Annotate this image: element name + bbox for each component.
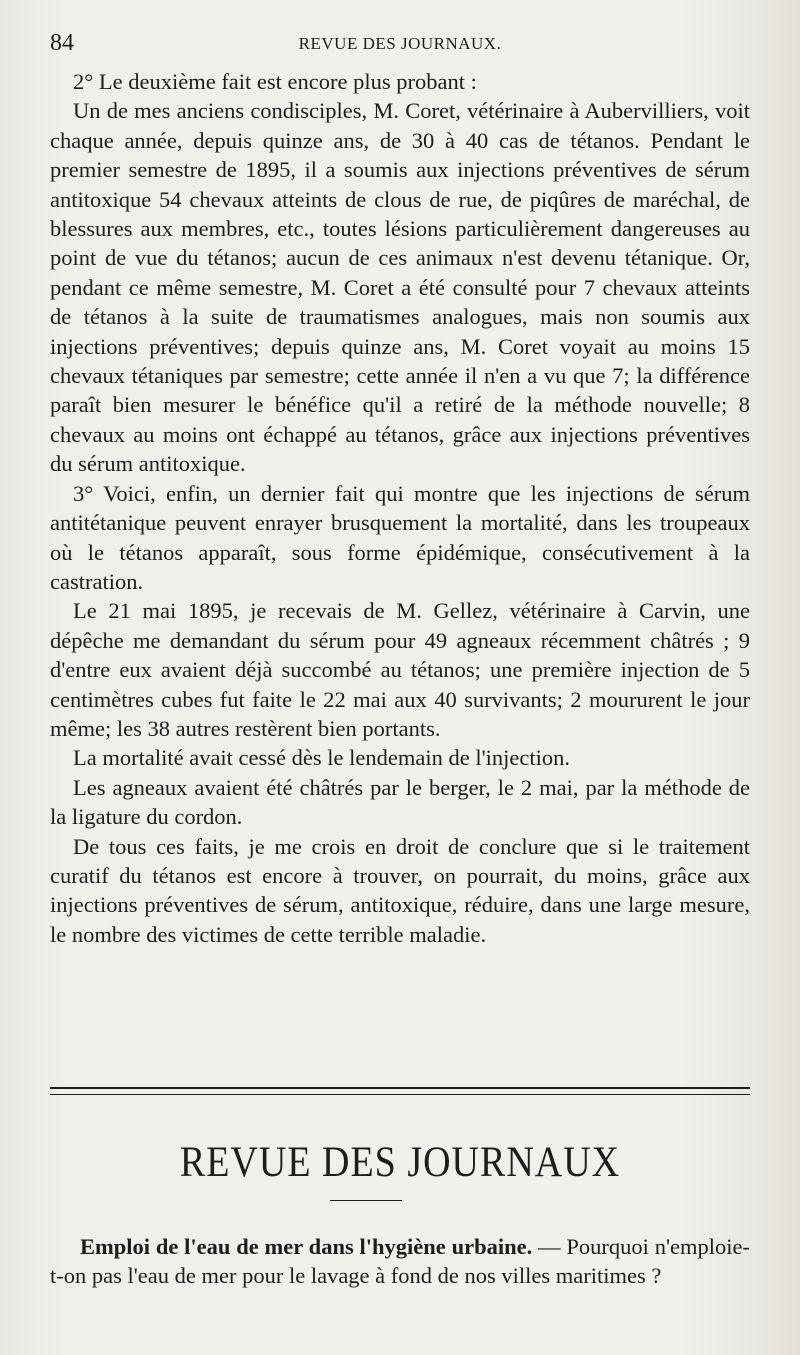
running-title: REVUE DES JOURNAUX. bbox=[298, 34, 502, 53]
section-divider bbox=[50, 1087, 750, 1095]
paragraph: Le 21 mai 1895, je recevais de M. Gellez, vétérinaire à Carvin, une dépêche me demandant du sérum pour 49 agneaux récemment châtrés ; 9 d'entre eux avaient déjà succombé au tétanos; une première injection de 5 centimètres cubes fut faite le 22 mai aux 40 survivants; 2 moururent le jour même; les 38 autres restèrent bien portants. bbox=[50, 598, 750, 741]
running-head bbox=[50, 30, 750, 64]
paragraph: Un de mes anciens condisciples, M. Coret, vétérinaire à Aubervilliers, voit chaque année, depuis quinze ans, de 30 à 40 cas de tétanos. Pendant le premier semestre de 1895, il a soumis aux injections préventives de sérum antitoxique 54 chevaux atteints de clous de rue, de piqûres de maréchal, de blessures aux membres, etc., toutes lésions particulièrement dangereuses au point de vue du tétanos; aucun de ces animaux n'est devenu tétanique. Or, pendant ce même semestre, M. Coret a été consulté pour 7 chevaux atteints de tétanos à la suite de traumatismes analogues, mais non soumis aux injections préventives; depuis quinze ans, M. Coret voyait au moins 15 chevaux tétaniques par semestre; cette année il n'en a vu que 7; la différence paraît bien mesurer le bénéfice qu'il a retiré de la méthode nouvelle; 8 chevaux au moins ont échappé au tétanos, grâce aux injections préventives du sérum antitoxique. bbox=[50, 98, 750, 477]
paragraph: 3° Voici, enfin, un dernier fait qui montre que les injections de sérum antitétanique peuvent enrayer brusquement la mortalité, dans les troupeaux où le tétanos apparaît, sous forme épidémique, consécutivement à la castration. bbox=[50, 480, 750, 594]
paragraph: La mortalité avait cessé dès le lendemain de l'injection. bbox=[73, 745, 570, 771]
article bbox=[50, 1232, 750, 1290]
body-text bbox=[50, 67, 750, 949]
section-heading: REVUE DES JOURNAUX bbox=[179, 1137, 621, 1187]
paragraph: Les agneaux avaient été châtrés par le berger, le 2 mai, par la méthode de la ligature du cordon. bbox=[50, 774, 750, 830]
page-number: 84 bbox=[50, 30, 74, 56]
article-paragraph bbox=[50, 1232, 750, 1290]
paragraph: 2° Le deuxième fait est encore plus probant : bbox=[73, 69, 477, 94]
paragraph: De tous ces faits, je me crois en droit de conclure que si le traitement curatif du tétanos est encore à trouver, on pourrait, du moins, grâce aux injections préventives de sérum, antitoxique, réduire, dans une large mesure, le nombre des victimes de cette terrible maladie. bbox=[50, 833, 750, 947]
heading-underline bbox=[330, 1200, 402, 1201]
article-text: — Pourquoi n'emploie-t-on pas l'eau de mer pour le lavage à fond de nos villes maritimes ? bbox=[50, 1234, 750, 1288]
article-title: Emploi de l'eau de mer dans l'hygiène urbaine. bbox=[80, 1234, 533, 1259]
